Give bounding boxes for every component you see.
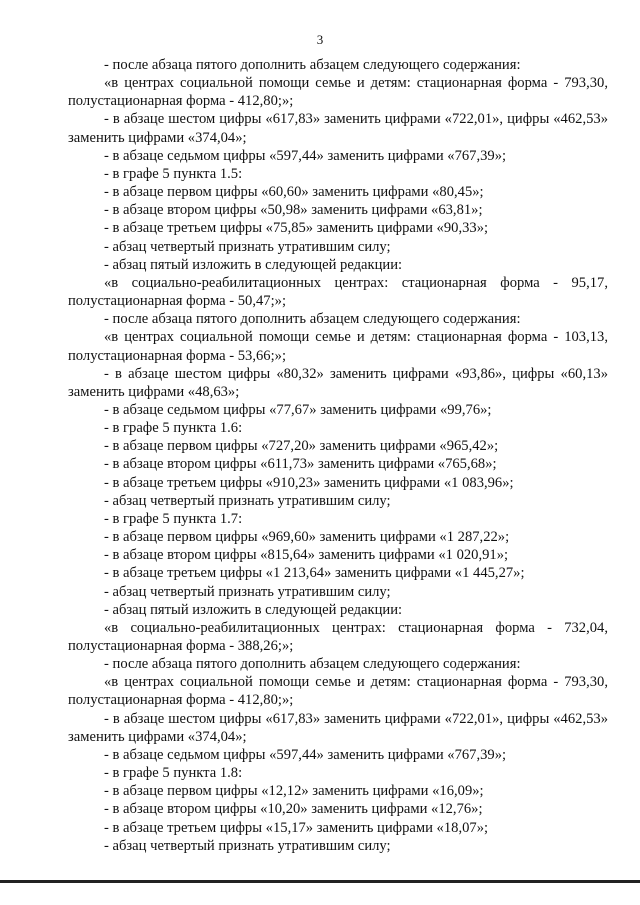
paragraph: - в абзаце седьмом цифры «597,44» заменить цифрами «767,39»; [104, 746, 507, 763]
paragraph: - в абзаце третьем цифры «15,17» заменить цифрами «18,07»; [104, 819, 489, 836]
paragraph: - в графе 5 пункта 1.5: [104, 165, 243, 182]
paragraph: - в абзаце втором цифры «815,64» заменить цифрами «1 020,91»; [104, 547, 509, 564]
paragraph: «в центрах социальной помощи семье и детям: стационарная форма - 793,30, полустационарная форма - 412,80;»; [68, 674, 608, 709]
paragraph: - абзац четвертый признать утратившим силу; [104, 583, 391, 600]
paragraph: - в абзаце втором цифры «50,98» заменить цифрами «63,81»; [104, 202, 483, 219]
paragraph: - в абзаце втором цифры «611,73» заменить цифрами «765,68»; [104, 456, 497, 473]
paragraph: - в абзаце втором цифры «10,20» заменить цифрами «12,76»; [104, 801, 483, 818]
bottom-divider [0, 880, 640, 883]
paragraph: - абзац четвертый признать утратившим силу; [104, 238, 391, 255]
paragraph: - после абзаца пятого дополнить абзацем следующего содержания: [104, 656, 521, 673]
paragraph: - в абзаце седьмом цифры «77,67» заменить цифрами «99,76»; [104, 401, 492, 418]
paragraph: - в абзаце первом цифры «727,20» заменить цифрами «965,42»; [104, 438, 499, 455]
paragraph: - в абзаце первом цифры «60,60» заменить цифрами «80,45»; [104, 184, 484, 201]
paragraph: - абзац четвертый признать утратившим силу; [104, 837, 391, 854]
paragraph: - в абзаце шестом цифры «80,32» заменить цифрами «93,86», цифры «60,13» заменить цифрами «48,63»; [68, 365, 608, 400]
page-number: 3 [316, 32, 324, 47]
paragraph: - абзац пятый изложить в следующей редакции: [104, 256, 403, 273]
paragraph: - в графе 5 пункта 1.7: [104, 510, 243, 527]
paragraph: «в центрах социальной помощи семье и детям: стационарная форма - 103,13, полустационарная форма - 53,66;»; [68, 329, 608, 364]
paragraph: - в графе 5 пункта 1.8: [104, 765, 243, 782]
paragraph: «в социально-реабилитационных центрах: стационарная форма - 732,04, полустационарная форма - 388,26;»; [68, 619, 608, 654]
document-body [68, 56, 608, 855]
paragraph: - в абзаце третьем цифры «1 213,64» заменить цифрами «1 445,27»; [104, 565, 525, 582]
paragraph: - в абзаце третьем цифры «910,23» заменить цифрами «1 083,96»; [104, 474, 514, 491]
paragraph: - после абзаца пятого дополнить абзацем следующего содержания: [104, 311, 521, 328]
paragraph: - абзац пятый изложить в следующей редакции: [104, 601, 403, 618]
paragraph: - в абзаце седьмом цифры «597,44» заменить цифрами «767,39»; [104, 147, 507, 164]
paragraph: - в графе 5 пункта 1.6: [104, 420, 243, 437]
paragraph: - в абзаце третьем цифры «75,85» заменить цифрами «90,33»; [104, 220, 489, 237]
paragraph: «в социально-реабилитационных центрах: стационарная форма - 95,17, полустационарная форма - 50,47;»; [68, 274, 608, 310]
paragraph: - абзац четвертый признать утратившим силу; [104, 492, 391, 509]
paragraph: - в абзаце первом цифры «12,12» заменить цифрами «16,09»; [104, 783, 484, 800]
paragraph: - в абзаце шестом цифры «617,83» заменить цифрами «722,01», цифры «462,53» заменить цифрами «374,04»; [68, 710, 608, 745]
paragraph: «в центрах социальной помощи семье и детям: стационарная форма - 793,30, полустационарная форма - 412,80;»; [68, 75, 608, 110]
paragraph: - в абзаце шестом цифры «617,83» заменить цифрами «722,01», цифры «462,53» заменить цифрами «374,04»; [68, 111, 608, 146]
paragraph: - в абзаце первом цифры «969,60» заменить цифрами «1 287,22»; [104, 529, 510, 546]
paragraph: - после абзаца пятого дополнить абзацем следующего содержания: [104, 57, 521, 73]
